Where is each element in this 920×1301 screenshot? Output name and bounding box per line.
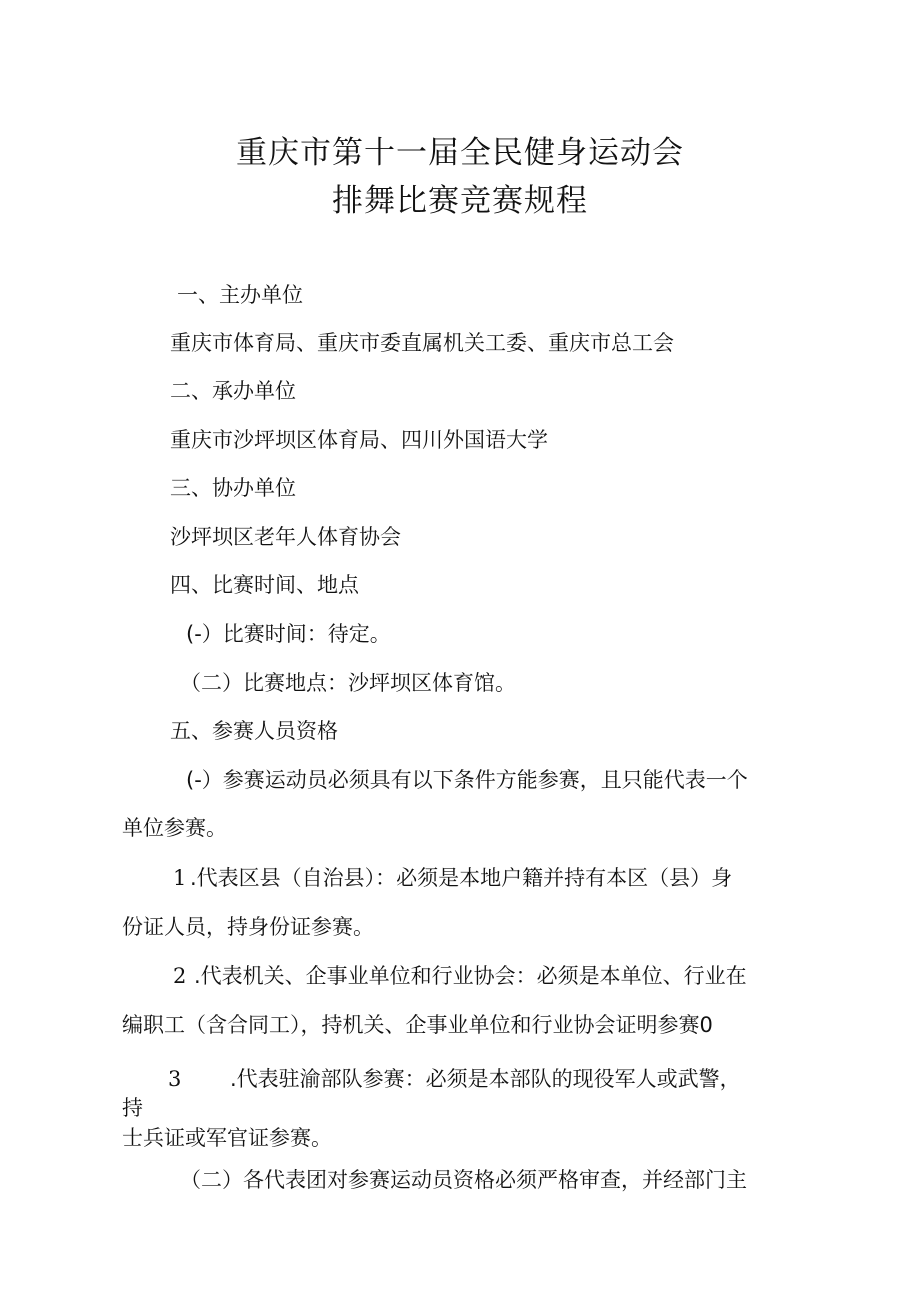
section-5-subitem-3-number: 3 — [168, 1067, 182, 1091]
section-1-body: 重庆市体育局、重庆市委直属机关工委、重庆市总工会 — [170, 331, 674, 355]
section-5-subitem-2-line-1: .代表机关、企事业单位和行业协会：必须是本单位、行业在 — [194, 964, 747, 988]
document-title-line2: 排舞比赛竞赛规程 — [332, 183, 588, 219]
section-3-body: 沙坪坝区老年人体育协会 — [170, 525, 401, 549]
document-title-line1: 重庆市第十一届全民健身运动会 — [236, 135, 684, 171]
section-5-item-1-line-1: (-）参赛运动员必须具有以下条件方能参赛，且只能代表一个 — [186, 768, 748, 792]
section-3-heading: 三、协办单位 — [170, 476, 296, 500]
section-5-subitem-1-number: 1 — [173, 866, 187, 890]
section-5-item-1-line-2: 单位参赛。 — [122, 816, 227, 840]
section-5-item-2-line-1: （二）各代表团对参赛运动员资格必须严格审查，并经部门主 — [180, 1168, 747, 1192]
section-5-subitem-3-line-1-overflow: 持 — [122, 1096, 143, 1120]
section-2-body: 重庆市沙坪坝区体育局、四川外国语大学 — [170, 428, 548, 452]
section-2-heading: 二、承办单位 — [170, 379, 296, 403]
section-4-item-venue: （二）比赛地点：沙坪坝区体育馆。 — [180, 671, 516, 695]
section-5-subitem-3-line-2: 士兵证或军官证参赛。 — [122, 1126, 332, 1150]
section-5-subitem-1-line-2: 份证人员，持身份证参赛。 — [122, 915, 374, 939]
section-5-subitem-1-line-1: .代表区县（自治县）：必须是本地户籍并持有本区（县）身 — [190, 866, 733, 890]
section-4-item-time: (-）比赛时间：待定。 — [186, 622, 391, 646]
section-4-heading: 四、比赛时间、地点 — [170, 573, 359, 597]
section-5-subitem-2-line-2: 编职工（含合同工），持机关、企事业单位和行业协会证明参赛0 — [122, 1013, 713, 1037]
section-1-heading: 一、主办单位 — [177, 283, 303, 307]
section-5-heading: 五、参赛人员资格 — [170, 719, 338, 743]
section-5-subitem-3-line-1: .代表驻渝部队参赛：必须是本部队的现役军人或武警， — [230, 1067, 741, 1091]
section-5-subitem-2-number: 2 — [173, 964, 187, 988]
